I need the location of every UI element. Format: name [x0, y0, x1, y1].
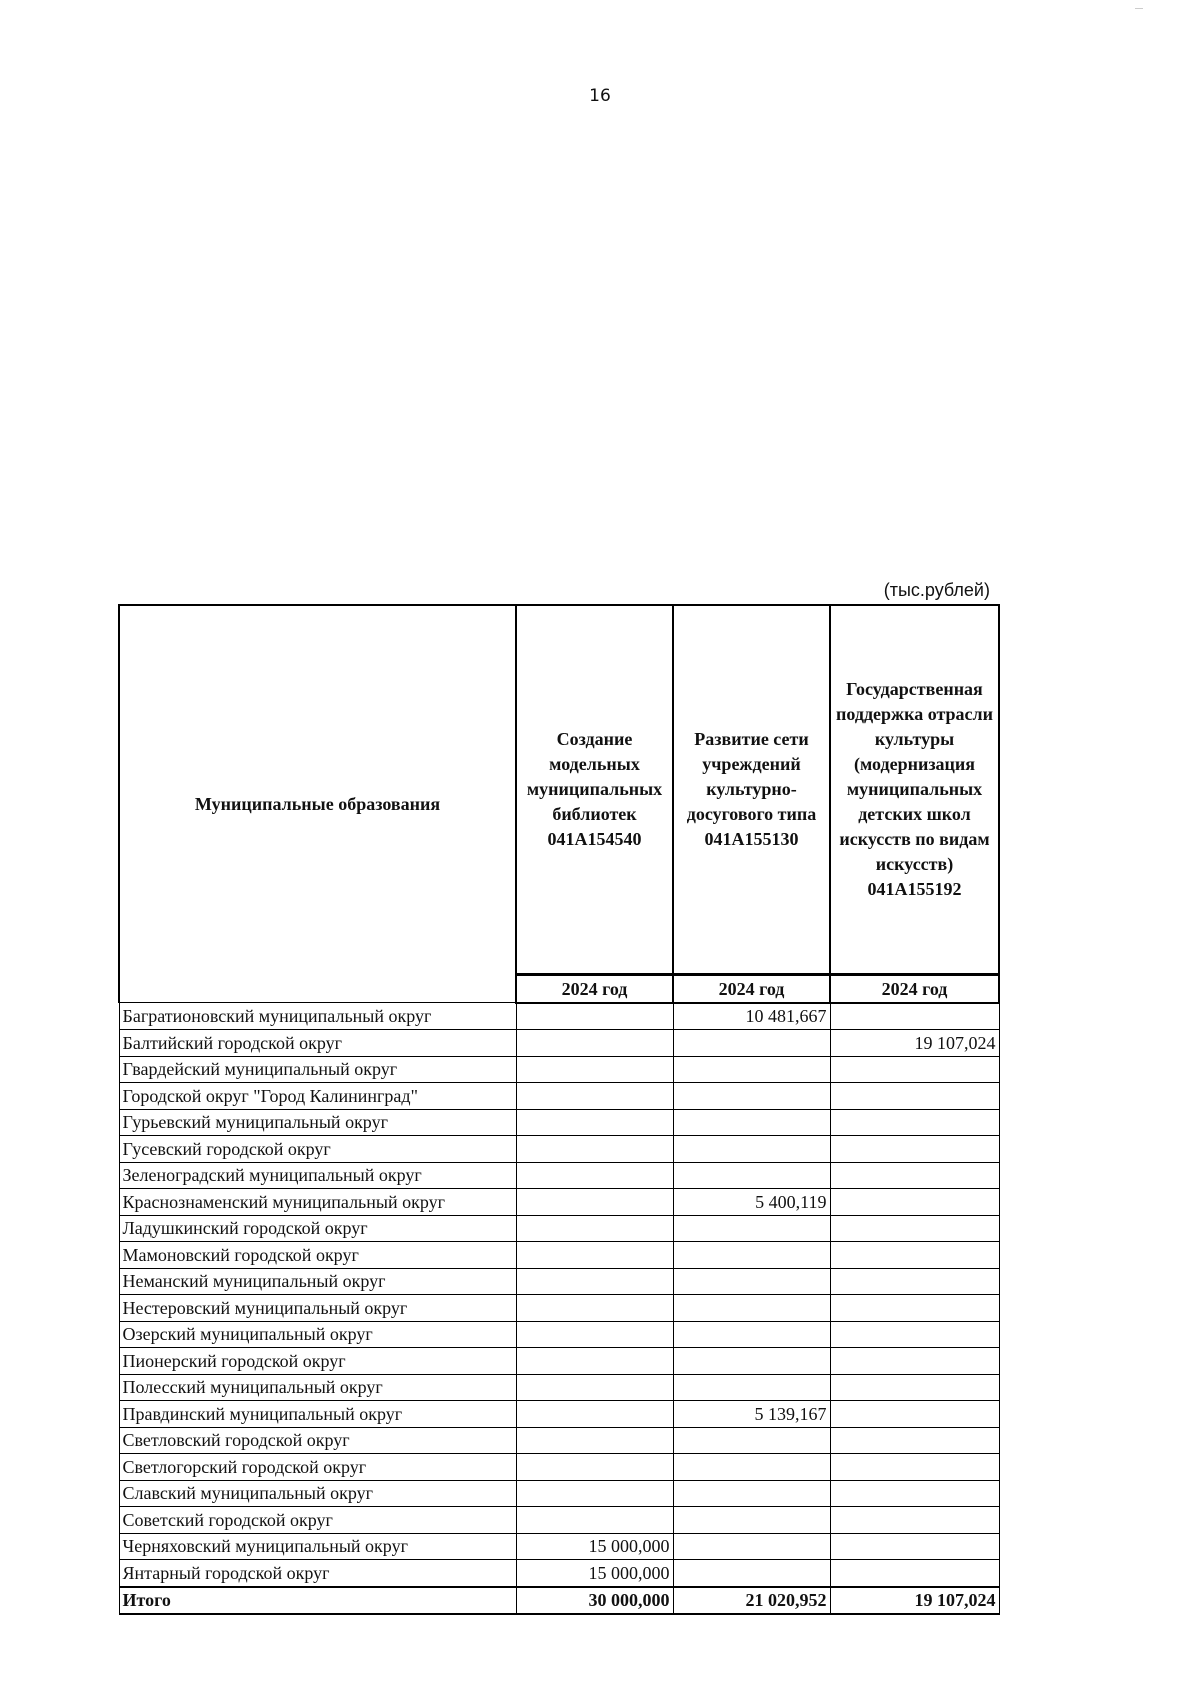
row-value-col-1	[516, 1427, 673, 1454]
row-value-col-1	[516, 1109, 673, 1136]
row-value-col-3	[830, 1321, 999, 1348]
row-value-col-3	[830, 1401, 999, 1428]
row-value-col-3	[830, 1242, 999, 1269]
row-value-col-3	[830, 1348, 999, 1375]
header-org: Муниципальные образования	[119, 605, 516, 1003]
row-name: Гвардейский муниципальный округ	[119, 1056, 516, 1083]
table-row	[119, 1268, 999, 1295]
year-col-1: 2024 год	[516, 975, 673, 1003]
row-value-col-1	[516, 1507, 673, 1534]
total-label: Итого	[119, 1587, 516, 1615]
table-row	[119, 1533, 999, 1560]
row-value-col-3	[830, 1189, 999, 1216]
table-row	[119, 1109, 999, 1136]
row-value-col-2	[673, 1136, 830, 1163]
row-value-col-2: 10 481,667	[673, 1003, 830, 1030]
row-name: Светловский городской округ	[119, 1427, 516, 1454]
row-value-col-1	[516, 1454, 673, 1481]
row-value-col-2	[673, 1454, 830, 1481]
row-value-col-2	[673, 1348, 830, 1375]
total-col-1: 30 000,000	[516, 1587, 673, 1615]
row-value-col-2	[673, 1083, 830, 1110]
row-value-col-1	[516, 1401, 673, 1428]
year-col-2: 2024 год	[673, 975, 830, 1003]
row-name: Зеленоградский муниципальный округ	[119, 1162, 516, 1189]
row-value-col-1	[516, 1295, 673, 1322]
row-value-col-2	[673, 1056, 830, 1083]
table-row	[119, 1003, 999, 1030]
table-row	[119, 1454, 999, 1481]
table-row	[119, 1507, 999, 1534]
header-col-2: Развитие сети учреждений культурно-досугового типа 041А155130	[673, 605, 830, 975]
row-name: Янтарный городской округ	[119, 1560, 516, 1587]
row-value-col-3	[830, 1003, 999, 1030]
row-value-col-1	[516, 1348, 673, 1375]
row-value-col-3	[830, 1083, 999, 1110]
table-row	[119, 1560, 999, 1587]
header-row	[119, 605, 999, 975]
row-name: Советский городской округ	[119, 1507, 516, 1534]
table-row	[119, 1348, 999, 1375]
row-value-col-2	[673, 1215, 830, 1242]
row-value-col-1	[516, 1030, 673, 1057]
row-name: Полесский муниципальный округ	[119, 1374, 516, 1401]
row-name: Мамоновский городской округ	[119, 1242, 516, 1269]
row-value-col-3	[830, 1454, 999, 1481]
row-value-col-1	[516, 1189, 673, 1216]
row-value-col-3	[830, 1374, 999, 1401]
row-name: Черняховский муниципальный округ	[119, 1533, 516, 1560]
row-value-col-2	[673, 1109, 830, 1136]
row-value-col-1	[516, 1003, 673, 1030]
row-value-col-1	[516, 1136, 673, 1163]
table-body	[119, 1003, 999, 1615]
table-row	[119, 1162, 999, 1189]
row-value-col-2	[673, 1374, 830, 1401]
row-value-col-2	[673, 1242, 830, 1269]
row-value-col-1	[516, 1321, 673, 1348]
row-name: Правдинский муниципальный округ	[119, 1401, 516, 1428]
row-value-col-2	[673, 1560, 830, 1587]
row-name: Славский муниципальный округ	[119, 1480, 516, 1507]
total-col-2: 21 020,952	[673, 1587, 830, 1615]
table-row	[119, 1083, 999, 1110]
row-value-col-3	[830, 1162, 999, 1189]
row-name: Гусевский городской округ	[119, 1136, 516, 1163]
row-value-col-3	[830, 1268, 999, 1295]
row-name: Городской округ "Город Калининград"	[119, 1083, 516, 1110]
row-value-col-3: 19 107,024	[830, 1030, 999, 1057]
row-value-col-1	[516, 1162, 673, 1189]
row-name: Озерский муниципальный округ	[119, 1321, 516, 1348]
budget-table	[118, 604, 1000, 1615]
header-col-1: Создание модельных муниципальных библиотек 041А154540	[516, 605, 673, 975]
row-name: Нестеровский муниципальный округ	[119, 1295, 516, 1322]
row-value-col-2	[673, 1480, 830, 1507]
row-name: Ладушкинский городской округ	[119, 1215, 516, 1242]
row-value-col-3	[830, 1295, 999, 1322]
row-value-col-2	[673, 1162, 830, 1189]
table-row	[119, 1189, 999, 1216]
row-value-col-3	[830, 1533, 999, 1560]
row-value-col-3	[830, 1056, 999, 1083]
row-value-col-1	[516, 1374, 673, 1401]
row-value-col-1: 15 000,000	[516, 1533, 673, 1560]
row-value-col-2	[673, 1533, 830, 1560]
row-value-col-2: 5 400,119	[673, 1189, 830, 1216]
row-value-col-2	[673, 1427, 830, 1454]
row-name: Пионерский городской округ	[119, 1348, 516, 1375]
row-value-col-3	[830, 1215, 999, 1242]
total-row	[119, 1587, 999, 1615]
row-value-col-3	[830, 1507, 999, 1534]
row-value-col-3	[830, 1480, 999, 1507]
table-row	[119, 1480, 999, 1507]
table-row	[119, 1427, 999, 1454]
page-number: 16	[589, 86, 611, 106]
row-value-col-2	[673, 1507, 830, 1534]
table-row	[119, 1136, 999, 1163]
row-value-col-2: 5 139,167	[673, 1401, 830, 1428]
total-col-3: 19 107,024	[830, 1587, 999, 1615]
row-name: Багратионовский муниципальный округ	[119, 1003, 516, 1030]
units-label: (тыс.рублей)	[883, 580, 990, 600]
table-row	[119, 1374, 999, 1401]
row-value-col-1	[516, 1056, 673, 1083]
row-name: Неманский муниципальный округ	[119, 1268, 516, 1295]
table-row	[119, 1295, 999, 1322]
header-col-3: Государственная поддержка отрасли культуры (модернизация муниципальных детских школ искусств по видам искусств) 041А155192	[830, 605, 999, 975]
row-value-col-1: 15 000,000	[516, 1560, 673, 1587]
row-name: Светлогорский городской округ	[119, 1454, 516, 1481]
row-name: Балтийский городской округ	[119, 1030, 516, 1057]
row-value-col-1	[516, 1268, 673, 1295]
table-row	[119, 1215, 999, 1242]
table-row	[119, 1242, 999, 1269]
row-value-col-2	[673, 1030, 830, 1057]
row-value-col-2	[673, 1295, 830, 1322]
year-col-3: 2024 год	[830, 975, 999, 1003]
table-row	[119, 1030, 999, 1057]
scan-mark	[1135, 8, 1143, 9]
row-value-col-1	[516, 1480, 673, 1507]
table-row	[119, 1321, 999, 1348]
row-value-col-3	[830, 1136, 999, 1163]
row-value-col-1	[516, 1242, 673, 1269]
row-name: Гурьевский муниципальный округ	[119, 1109, 516, 1136]
row-value-col-3	[830, 1427, 999, 1454]
row-value-col-1	[516, 1083, 673, 1110]
table-row	[119, 1401, 999, 1428]
row-name: Краснознаменский муниципальный округ	[119, 1189, 516, 1216]
table-row	[119, 1056, 999, 1083]
row-value-col-3	[830, 1560, 999, 1587]
row-value-col-2	[673, 1321, 830, 1348]
row-value-col-3	[830, 1109, 999, 1136]
row-value-col-1	[516, 1215, 673, 1242]
row-value-col-2	[673, 1268, 830, 1295]
